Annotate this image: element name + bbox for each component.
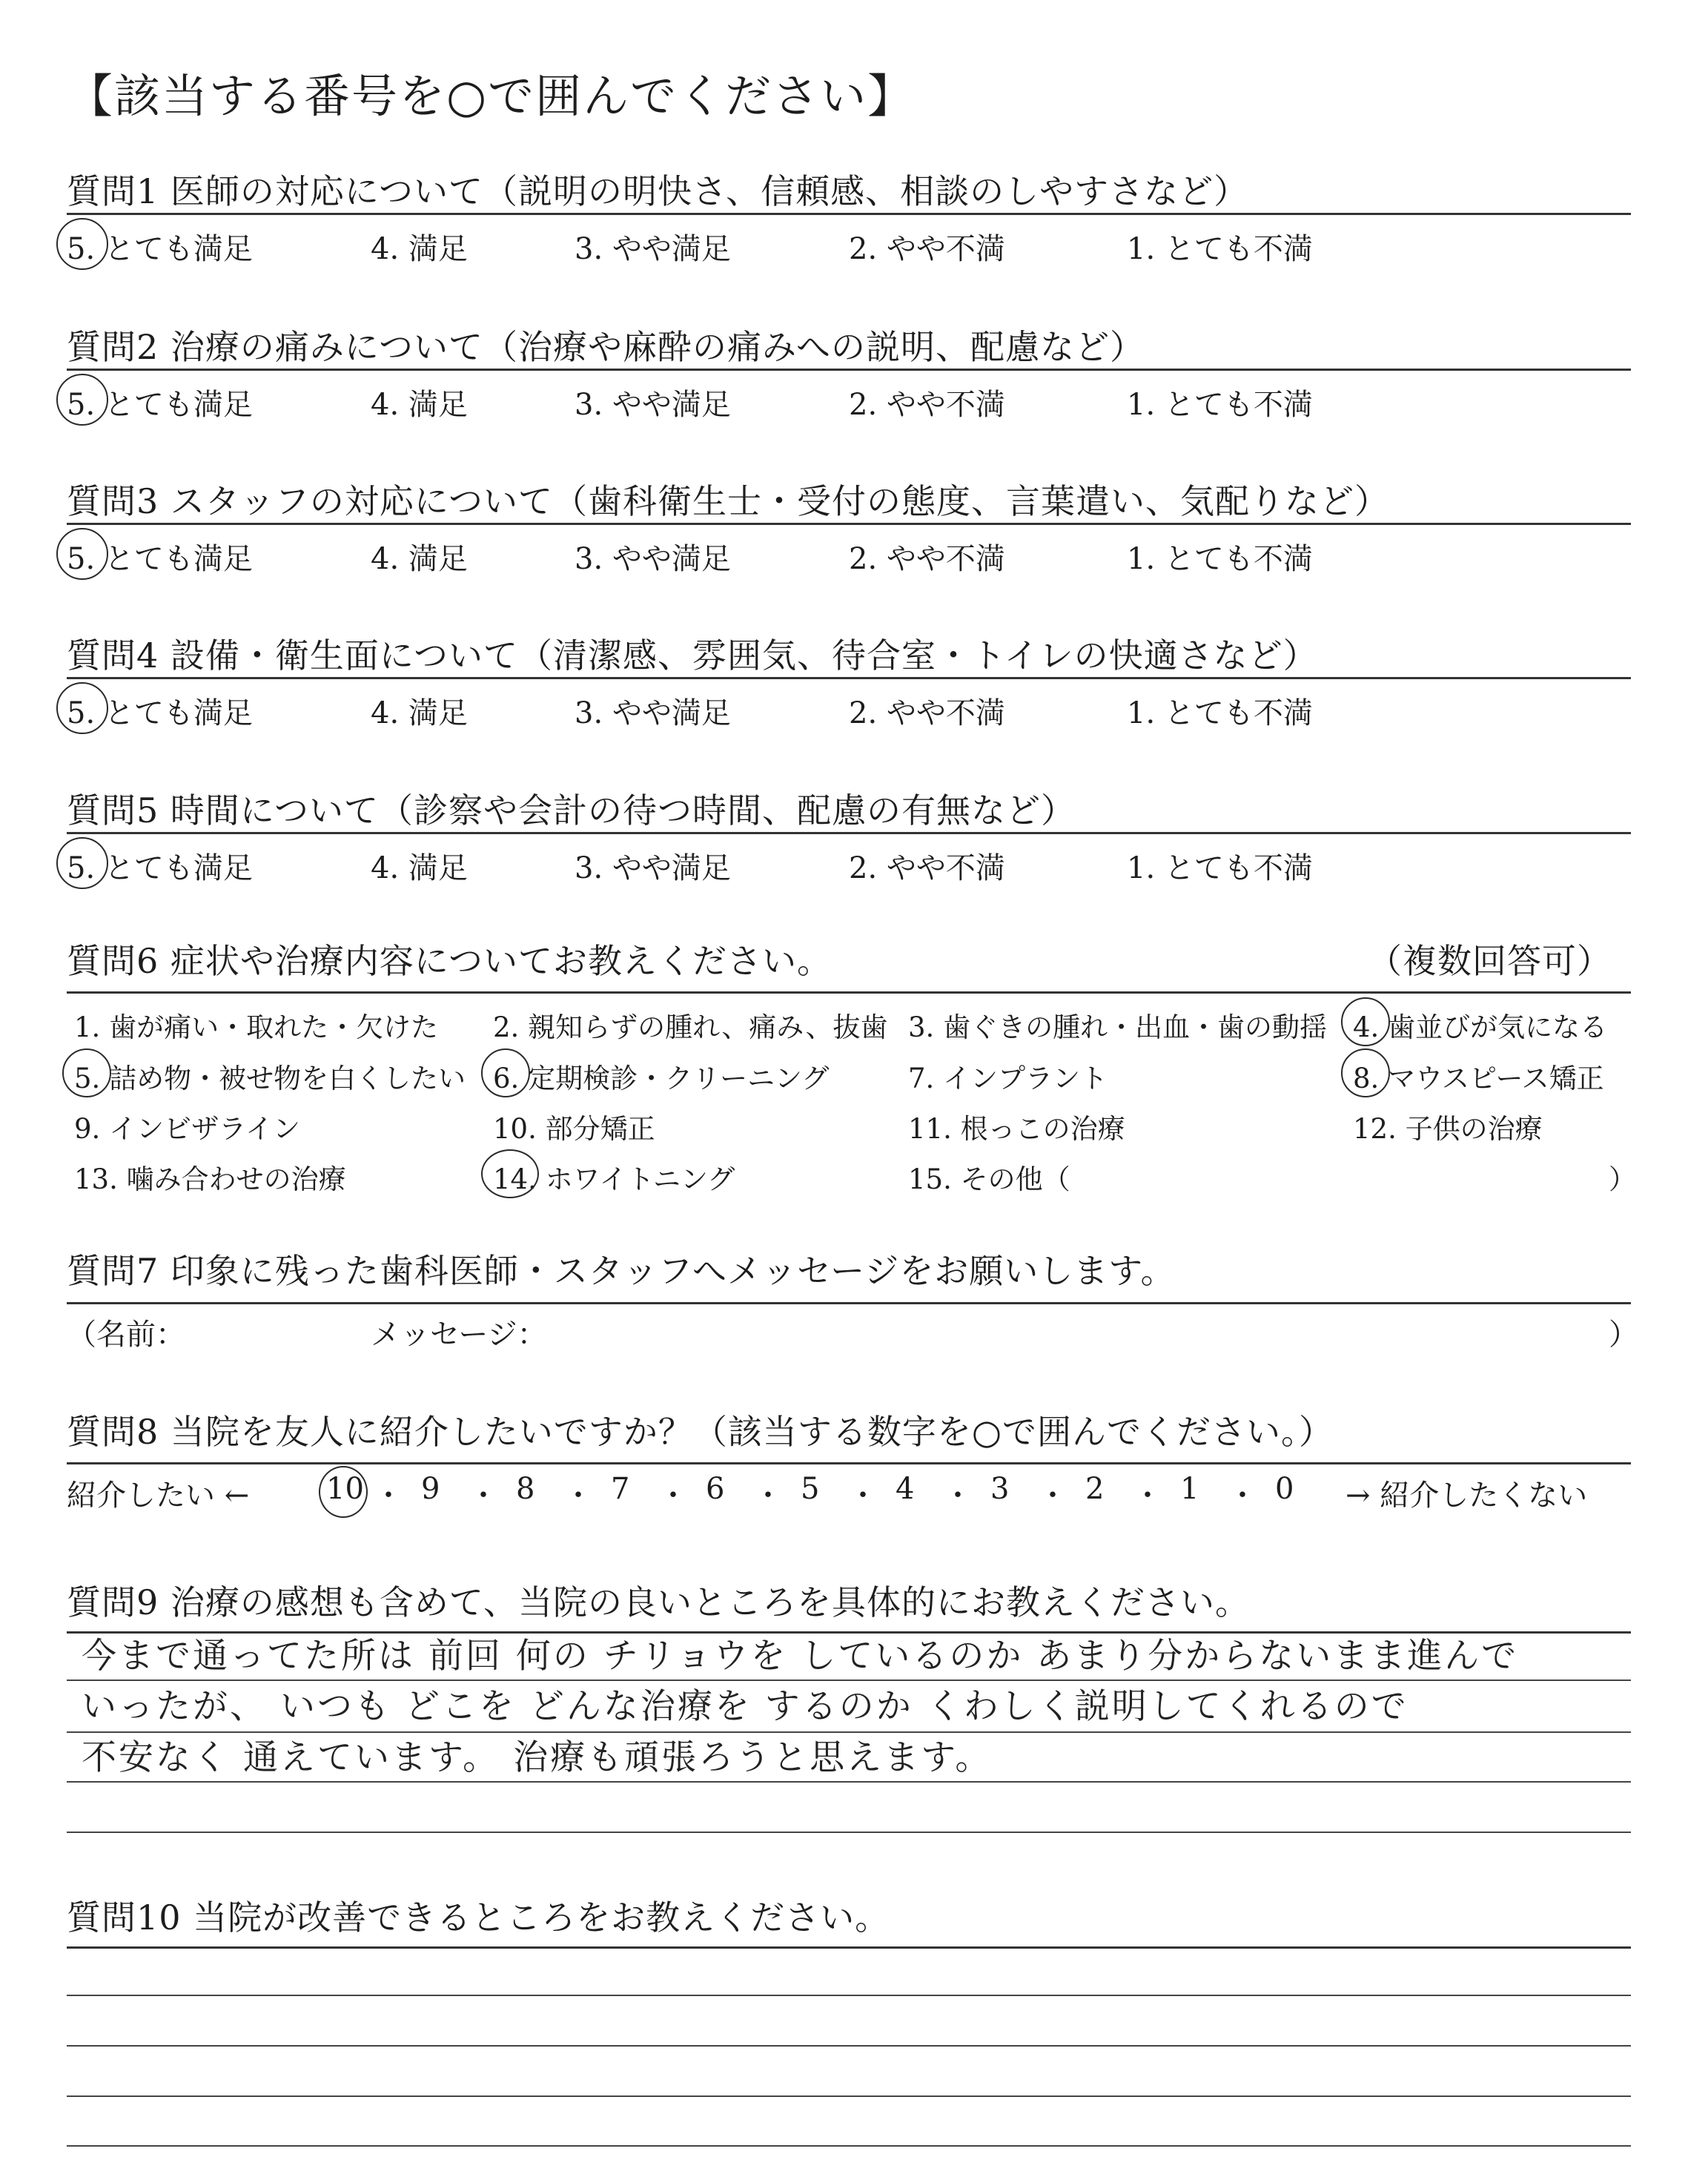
q10-title: 質問10 当院が改善できるところをお教えください。 (67, 1898, 890, 1938)
q3-option-5[interactable]: 5. とても満足 (67, 542, 253, 576)
q8-scale-dot: ・ (1038, 1479, 1068, 1513)
q3-option-4[interactable]: 4. 満足 (371, 542, 468, 576)
q3-option-1[interactable]: 1. とても不満 (1127, 542, 1313, 576)
q6-title: 質問6 症状や治療内容についてお教えください。 (67, 941, 832, 981)
q10-rule-3 (67, 2095, 1631, 2097)
q10-rule-1 (67, 1995, 1631, 1996)
q6-option-9[interactable]: 9. インビザライン (74, 1113, 300, 1145)
q4-option-1[interactable]: 1. とても不満 (1127, 696, 1313, 730)
q6-option-15[interactable]: 15. その他（ (908, 1163, 1070, 1195)
q2-option-5[interactable]: 5. とても満足 (67, 388, 253, 422)
q2-option-1[interactable]: 1. とても不満 (1127, 388, 1313, 422)
q8-scale-dot: ・ (848, 1479, 878, 1513)
q5-option-3[interactable]: 3. やや満足 (575, 851, 731, 885)
q5-option-4[interactable]: 4. 満足 (371, 851, 468, 885)
q6-option-2[interactable]: 2. 親知らずの腫れ、痛み、抜歯 (493, 1011, 888, 1043)
q8-scale-dot: ・ (469, 1479, 498, 1513)
q10-rule-4 (67, 2145, 1631, 2147)
q6-option-7[interactable]: 7. インプラント (908, 1063, 1108, 1094)
q8-scale-10[interactable]: 10 (326, 1472, 364, 1506)
q8-scale-dot: ・ (563, 1479, 593, 1513)
q8-scale-dot: ・ (374, 1479, 403, 1513)
q6-option-3[interactable]: 3. 歯ぐきの腫れ・出血・歯の動揺 (908, 1011, 1328, 1043)
q9-handwritten-line: 今まで通ってた所は 前回 何の チリョウを しているのか あまり分からないまま進んで (82, 1636, 1519, 1677)
q8-scale-dot: ・ (658, 1479, 688, 1513)
q8-scale-5[interactable]: 5 (801, 1472, 820, 1506)
q1-option-2[interactable]: 2. やや不満 (849, 232, 1005, 266)
q6-close-paren: ） (1609, 1163, 1636, 1195)
q1-option-1[interactable]: 1. とても不満 (1127, 232, 1313, 266)
q9-rule-4 (67, 1832, 1631, 1833)
q8-scale-9[interactable]: 9 (421, 1472, 440, 1506)
q8-scale-3[interactable]: 3 (990, 1472, 1010, 1506)
q4-option-5[interactable]: 5. とても満足 (67, 696, 253, 730)
q4-option-2[interactable]: 2. やや不満 (849, 696, 1005, 730)
q1-rule (67, 213, 1631, 215)
q6-option-14[interactable]: 14. ホワイトニング (493, 1163, 735, 1195)
q10-rule-0 (67, 1946, 1631, 1949)
q4-option-3[interactable]: 3. やや満足 (575, 696, 731, 730)
q2-rule (67, 369, 1631, 371)
q8-right-label: → 紹介したくない (1345, 1479, 1588, 1513)
q7-title: 質問7 印象に残った歯科医師・スタッフへメッセージをお願いします。 (67, 1251, 1176, 1291)
q6-option-13[interactable]: 13. 噛み合わせの治療 (74, 1163, 346, 1195)
q6-option-4[interactable]: 4. 歯並びが気になる (1353, 1011, 1608, 1043)
q5-rule (67, 832, 1631, 834)
q9-handwritten-line: いったが、 いつも どこを どんな治療を するのか くわしく説明してくれるので (82, 1686, 1409, 1727)
q1-option-3[interactable]: 3. やや満足 (575, 232, 731, 266)
q6-note: （複数回答可） (1368, 941, 1612, 981)
q8-scale-dot: ・ (1133, 1479, 1162, 1513)
q8-scale-2[interactable]: 2 (1085, 1472, 1105, 1506)
q8-left-label: 紹介したい ← (67, 1479, 250, 1513)
q10-rule-2 (67, 2045, 1631, 2047)
q8-scale-8[interactable]: 8 (516, 1472, 535, 1506)
q5-option-5[interactable]: 5. とても満足 (67, 851, 253, 885)
q8-scale-1[interactable]: 1 (1180, 1472, 1199, 1506)
q8-scale-dot: ・ (753, 1479, 783, 1513)
q9-rule-3 (67, 1781, 1631, 1783)
q1-option-5[interactable]: 5. とても満足 (67, 232, 253, 266)
q8-scale-7[interactable]: 7 (611, 1472, 630, 1506)
q1-title: 質問1 医師の対応について（説明の明快さ、信頼感、相談のしやすさなど） (67, 171, 1249, 211)
q2-option-4[interactable]: 4. 満足 (371, 388, 468, 422)
q9-title: 質問9 治療の感想も含めて、当院の良いところを具体的にお教えください。 (67, 1582, 1250, 1622)
q8-scale-dot: ・ (1228, 1479, 1257, 1513)
q8-scale-0[interactable]: 0 (1275, 1472, 1294, 1506)
q7-rule (67, 1302, 1631, 1304)
q6-option-10[interactable]: 10. 部分矯正 (493, 1113, 655, 1145)
q2-option-3[interactable]: 3. やや満足 (575, 388, 731, 422)
q5-option-2[interactable]: 2. やや不満 (849, 851, 1005, 885)
q2-title: 質問2 治療の痛みについて（治療や麻酔の痛みへの説明、配慮など） (67, 327, 1145, 367)
q4-option-4[interactable]: 4. 満足 (371, 696, 468, 730)
q7-close-paren: ） (1609, 1318, 1638, 1352)
q6-option-8[interactable]: 8. マウスピース矯正 (1353, 1063, 1604, 1094)
q4-title: 質問4 設備・衛生面について（清潔感、雰囲気、待合室・トイレの快適さなど） (67, 635, 1318, 676)
q8-rule (67, 1462, 1631, 1464)
q4-rule (67, 677, 1631, 679)
q6-option-1[interactable]: 1. 歯が痛い・取れた・欠けた (74, 1011, 439, 1043)
q8-scale-4[interactable]: 4 (896, 1472, 915, 1506)
q8-scale-dot: ・ (943, 1479, 973, 1513)
q7-name-label: （名前： (67, 1318, 185, 1352)
q3-rule (67, 523, 1631, 525)
q6-option-12[interactable]: 12. 子供の治療 (1353, 1113, 1543, 1145)
q5-title: 質問5 時間について（診察や会計の待つ時間、配慮の有無など） (67, 790, 1076, 830)
q3-option-2[interactable]: 2. やや不満 (849, 542, 1005, 576)
q5-option-1[interactable]: 1. とても不満 (1127, 851, 1313, 885)
q8-scale-6[interactable]: 6 (706, 1472, 725, 1506)
page-title: 【該当する番号を○で囲んでください】 (67, 69, 916, 123)
q9-handwritten-line: 不安なく 通えています。 治療も頑張ろうと思えます。 (82, 1737, 993, 1778)
q8-title: 質問8 当院を友人に紹介したいですか？（該当する数字を○で囲んでください。） (67, 1412, 1334, 1452)
q6-rule (67, 991, 1631, 994)
q6-option-6[interactable]: 6. 定期検診・クリーニング (493, 1063, 830, 1094)
q3-title: 質問3 スタッフの対応について（歯科衛生士・受付の態度、言葉遣い、気配りなど） (67, 481, 1389, 521)
q1-option-4[interactable]: 4. 満足 (371, 232, 468, 266)
q7-message-label: メッセージ： (371, 1318, 547, 1352)
q2-option-2[interactable]: 2. やや不満 (849, 388, 1005, 422)
q6-option-11[interactable]: 11. 根っこの治療 (908, 1113, 1125, 1145)
q6-option-5[interactable]: 5. 詰め物・被せ物を白くしたい (74, 1063, 466, 1094)
q3-option-3[interactable]: 3. やや満足 (575, 542, 731, 576)
